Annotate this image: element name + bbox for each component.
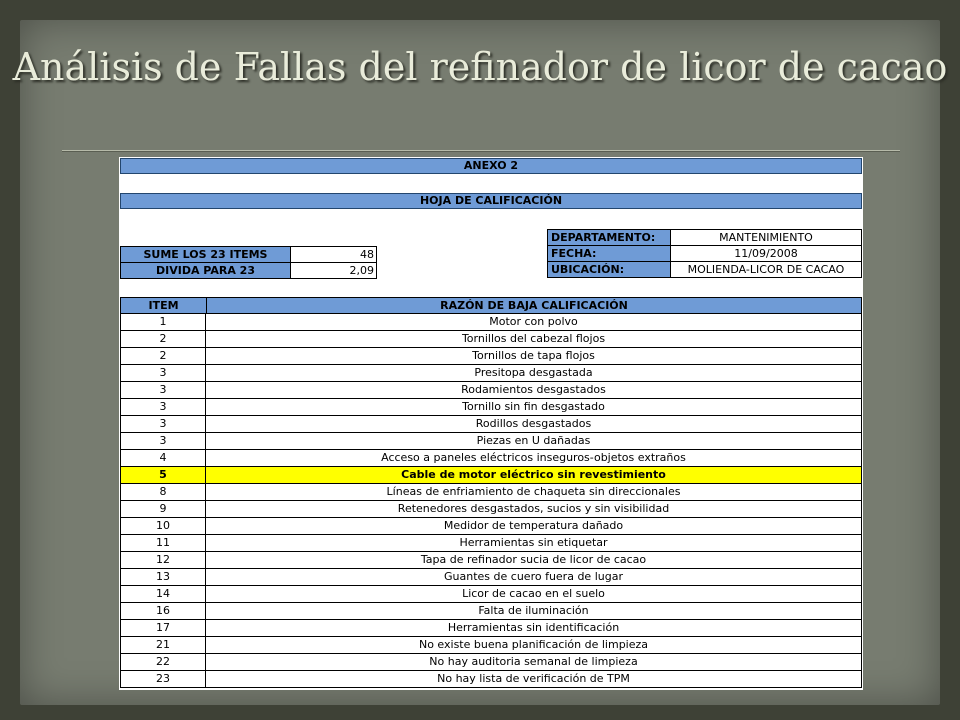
table-row xyxy=(120,671,862,688)
item-number: 2 xyxy=(120,331,206,348)
reason-text: Rodillos desgastados xyxy=(206,416,862,433)
item-number: 14 xyxy=(120,586,206,603)
info-value-date: 11/09/2008 xyxy=(670,245,862,262)
item-number: 13 xyxy=(120,569,206,586)
reason-text: Retenedores desgastados, sucios y sin visibilidad xyxy=(206,501,862,518)
table-row xyxy=(120,314,862,331)
item-number: 8 xyxy=(120,484,206,501)
item-number: 4 xyxy=(120,450,206,467)
reason-text: Medidor de temperatura dañado xyxy=(206,518,862,535)
item-number: 10 xyxy=(120,518,206,535)
item-number: 21 xyxy=(120,637,206,654)
item-number: 3 xyxy=(120,365,206,382)
item-number: 2 xyxy=(120,348,206,365)
item-number: 5 xyxy=(120,467,206,484)
reason-text: Herramientas sin etiquetar xyxy=(206,535,862,552)
summary-label-divide: DIVIDA PARA 23 xyxy=(120,262,291,279)
reason-text: Tapa de refinador sucia de licor de cacao xyxy=(206,552,862,569)
summary-value-divide: 2,09 xyxy=(290,262,377,279)
item-number: 22 xyxy=(120,654,206,671)
table-row xyxy=(120,416,862,433)
summary-value-sum: 48 xyxy=(290,246,377,263)
table-row xyxy=(120,450,862,467)
reason-text: Rodamientos desgastados xyxy=(206,382,862,399)
info-label-department: DEPARTAMENTO: xyxy=(547,229,671,246)
rating-sheet xyxy=(119,157,863,690)
table-row xyxy=(120,637,862,654)
table-row xyxy=(120,654,862,671)
slide-title: Análisis de Fallas del refinador de licor de cacao xyxy=(12,45,948,89)
summary-label-sum: SUME LOS 23 ITEMS xyxy=(120,246,291,263)
reason-text: Guantes de cuero fuera de lugar xyxy=(206,569,862,586)
table-row xyxy=(120,365,862,382)
reason-text: Herramientas sin identificación xyxy=(206,620,862,637)
reason-text: Licor de cacao en el suelo xyxy=(206,586,862,603)
column-header-reason: RAZÓN DE BAJA CALIFICACIÓN xyxy=(206,297,862,314)
reason-text: Tornillo sin fin desgastado xyxy=(206,399,862,416)
annex-header: ANEXO 2 xyxy=(120,158,862,174)
info-value-location: MOLIENDA-LICOR DE CACAO xyxy=(670,261,862,278)
item-number: 3 xyxy=(120,433,206,450)
item-number: 23 xyxy=(120,671,206,688)
column-header-item: ITEM xyxy=(120,297,207,314)
table-row xyxy=(120,484,862,501)
reason-text: No existe buena planificación de limpieza xyxy=(206,637,862,654)
title-divider xyxy=(62,150,900,152)
reason-text: Líneas de enfriamiento de chaqueta sin direccionales xyxy=(206,484,862,501)
reason-text: No hay auditoria semanal de limpieza xyxy=(206,654,862,671)
item-number: 12 xyxy=(120,552,206,569)
table-row xyxy=(120,586,862,603)
item-number: 17 xyxy=(120,620,206,637)
reason-text: Tornillos del cabezal flojos xyxy=(206,331,862,348)
item-number: 16 xyxy=(120,603,206,620)
item-number: 11 xyxy=(120,535,206,552)
item-number: 1 xyxy=(120,314,206,331)
table-row xyxy=(120,518,862,535)
table-row xyxy=(120,399,862,416)
table-row xyxy=(120,603,862,620)
table-row xyxy=(120,467,862,484)
reason-text: Presitopa desgastada xyxy=(206,365,862,382)
item-number: 3 xyxy=(120,399,206,416)
info-value-department: MANTENIMIENTO xyxy=(670,229,862,246)
reason-text: Cable de motor eléctrico sin revestimiento xyxy=(206,467,862,484)
reason-text: Acceso a paneles eléctricos inseguros-objetos extraños xyxy=(206,450,862,467)
table-row xyxy=(120,620,862,637)
item-number: 3 xyxy=(120,382,206,399)
reason-text: Falta de iluminación xyxy=(206,603,862,620)
table-row xyxy=(120,552,862,569)
sheet-title: HOJA DE CALIFICACIÓN xyxy=(120,193,862,209)
info-label-location: UBICACIÓN: xyxy=(547,261,671,278)
item-number: 9 xyxy=(120,501,206,518)
table-row xyxy=(120,382,862,399)
reason-text: Piezas en U dañadas xyxy=(206,433,862,450)
reason-text: No hay lista de verificación de TPM xyxy=(206,671,862,688)
item-number: 3 xyxy=(120,416,206,433)
table-row xyxy=(120,569,862,586)
table-row xyxy=(120,501,862,518)
table-row xyxy=(120,331,862,348)
reason-text: Motor con polvo xyxy=(206,314,862,331)
reason-text: Tornillos de tapa flojos xyxy=(206,348,862,365)
table-row xyxy=(120,535,862,552)
table-row xyxy=(120,433,862,450)
table-row xyxy=(120,348,862,365)
info-label-date: FECHA: xyxy=(547,245,671,262)
